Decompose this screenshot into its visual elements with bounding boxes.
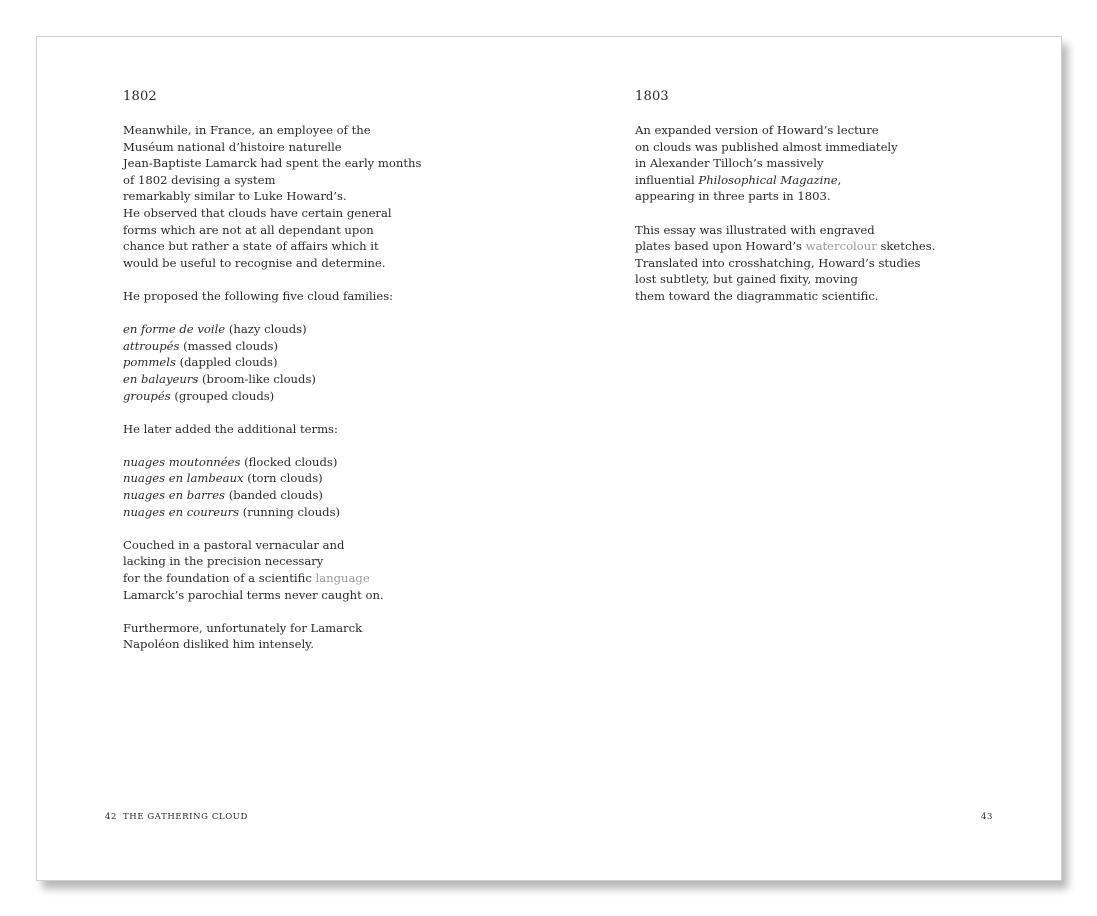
text-line: on clouds was published almost immediately bbox=[635, 139, 898, 154]
english-gloss: (torn clouds) bbox=[243, 471, 323, 486]
list-item bbox=[123, 321, 423, 338]
text-span: for the foundation of a scientific bbox=[123, 571, 316, 586]
paragraph-lamarck-intro bbox=[123, 122, 423, 271]
text-line: He later added the additional terms: bbox=[123, 421, 338, 436]
right-page-heading: 1803 bbox=[635, 89, 669, 104]
cloud-families-list bbox=[123, 321, 423, 404]
text-line: This essay was illustrated with engraved bbox=[635, 222, 875, 237]
text-span: influential bbox=[635, 172, 699, 187]
english-gloss: (running clouds) bbox=[239, 504, 341, 519]
additional-terms-list bbox=[123, 454, 423, 520]
english-gloss: (massed clouds) bbox=[179, 338, 278, 353]
text-line: Meanwhile, in France, an employee of the bbox=[123, 123, 371, 137]
text-line: Jean-Baptiste Lamarck had spent the early months bbox=[123, 156, 422, 171]
paragraph-additional-terms bbox=[123, 421, 423, 438]
running-title: THE GATHERING CLOUD bbox=[123, 812, 248, 822]
text-line: Napoléon disliked him intensely. bbox=[123, 637, 314, 652]
text-span: sketches. bbox=[876, 239, 936, 254]
text-line: He observed that clouds have certain general bbox=[123, 205, 392, 220]
french-term: nuages en coureurs bbox=[123, 504, 240, 519]
language-link[interactable]: language bbox=[315, 571, 370, 586]
french-term: nuages moutonnées bbox=[123, 454, 241, 469]
text-line: forms which are not at all dependant upon bbox=[123, 222, 374, 237]
magazine-title: Philosophical Magazine bbox=[698, 172, 838, 187]
french-term: en forme de voile bbox=[123, 322, 226, 337]
text-line: He proposed the following five cloud families: bbox=[123, 288, 394, 303]
text-line: Couched in a pastoral vernacular and bbox=[123, 537, 345, 552]
french-term: attroupés bbox=[123, 338, 180, 353]
right-page-footer bbox=[981, 812, 993, 822]
left-page-footer bbox=[105, 812, 248, 822]
french-term: nuages en barres bbox=[123, 488, 226, 503]
english-gloss: (flocked clouds) bbox=[240, 454, 338, 469]
left-page bbox=[37, 37, 549, 880]
list-item bbox=[123, 388, 423, 405]
text-line: Muséum national d’histoire naturelle bbox=[123, 139, 342, 154]
french-term: nuages en lambeaux bbox=[123, 471, 244, 486]
text-line: would be useful to recognise and determine. bbox=[123, 255, 386, 270]
paragraph-expanded-lecture bbox=[635, 122, 935, 205]
text-line bbox=[635, 172, 935, 189]
english-gloss: (banded clouds) bbox=[225, 488, 323, 503]
text-line: appearing in three parts in 1803. bbox=[635, 189, 831, 204]
text-line: lacking in the precision necessary bbox=[123, 554, 324, 569]
text-line: Furthermore, unfortunately for Lamarck bbox=[123, 620, 363, 635]
text-line: An expanded version of Howard’s lecture bbox=[635, 123, 879, 137]
english-gloss: (hazy clouds) bbox=[225, 322, 307, 337]
right-page bbox=[549, 37, 1061, 880]
page-number: 42 bbox=[105, 812, 118, 822]
list-item bbox=[123, 354, 423, 371]
english-gloss: (dappled clouds) bbox=[175, 355, 278, 370]
text-span: , bbox=[837, 172, 842, 187]
list-item bbox=[123, 338, 423, 355]
left-text-column bbox=[123, 89, 423, 670]
list-item bbox=[123, 487, 423, 504]
list-item bbox=[123, 470, 423, 487]
book-spread bbox=[36, 36, 1062, 881]
text-line: in Alexander Tilloch’s massively bbox=[635, 156, 824, 171]
english-gloss: (grouped clouds) bbox=[170, 388, 275, 403]
french-term: pommels bbox=[123, 355, 176, 370]
text-span: plates based upon Howard’s bbox=[635, 239, 806, 254]
paragraph-pastoral-vernacular bbox=[123, 537, 423, 603]
watercolour-link[interactable]: watercolour bbox=[805, 239, 877, 254]
paragraph-engraved-plates bbox=[635, 222, 935, 305]
list-item bbox=[123, 504, 423, 521]
text-line: of 1802 devising a system bbox=[123, 172, 276, 187]
text-line: them toward the diagrammatic scientific. bbox=[635, 288, 879, 303]
text-line bbox=[635, 238, 935, 255]
text-line: Lamarck’s parochial terms never caught on. bbox=[123, 587, 384, 602]
text-line: Translated into crosshatching, Howard’s studies bbox=[635, 255, 921, 270]
french-term: en balayeurs bbox=[123, 371, 199, 386]
text-line: chance but rather a state of affairs which it bbox=[123, 239, 379, 254]
right-text-column bbox=[635, 89, 935, 321]
list-item bbox=[123, 454, 423, 471]
french-term: groupés bbox=[123, 388, 171, 403]
text-line: remarkably similar to Luke Howard’s. bbox=[123, 189, 347, 204]
page-number: 43 bbox=[980, 812, 993, 822]
text-line: lost subtlety, but gained fixity, moving bbox=[635, 272, 858, 287]
left-page-heading: 1802 bbox=[123, 89, 157, 104]
paragraph-five-families bbox=[123, 288, 423, 305]
paragraph-napoleon bbox=[123, 620, 423, 653]
text-line bbox=[123, 570, 423, 587]
list-item bbox=[123, 371, 423, 388]
english-gloss: (broom-like clouds) bbox=[198, 371, 316, 386]
